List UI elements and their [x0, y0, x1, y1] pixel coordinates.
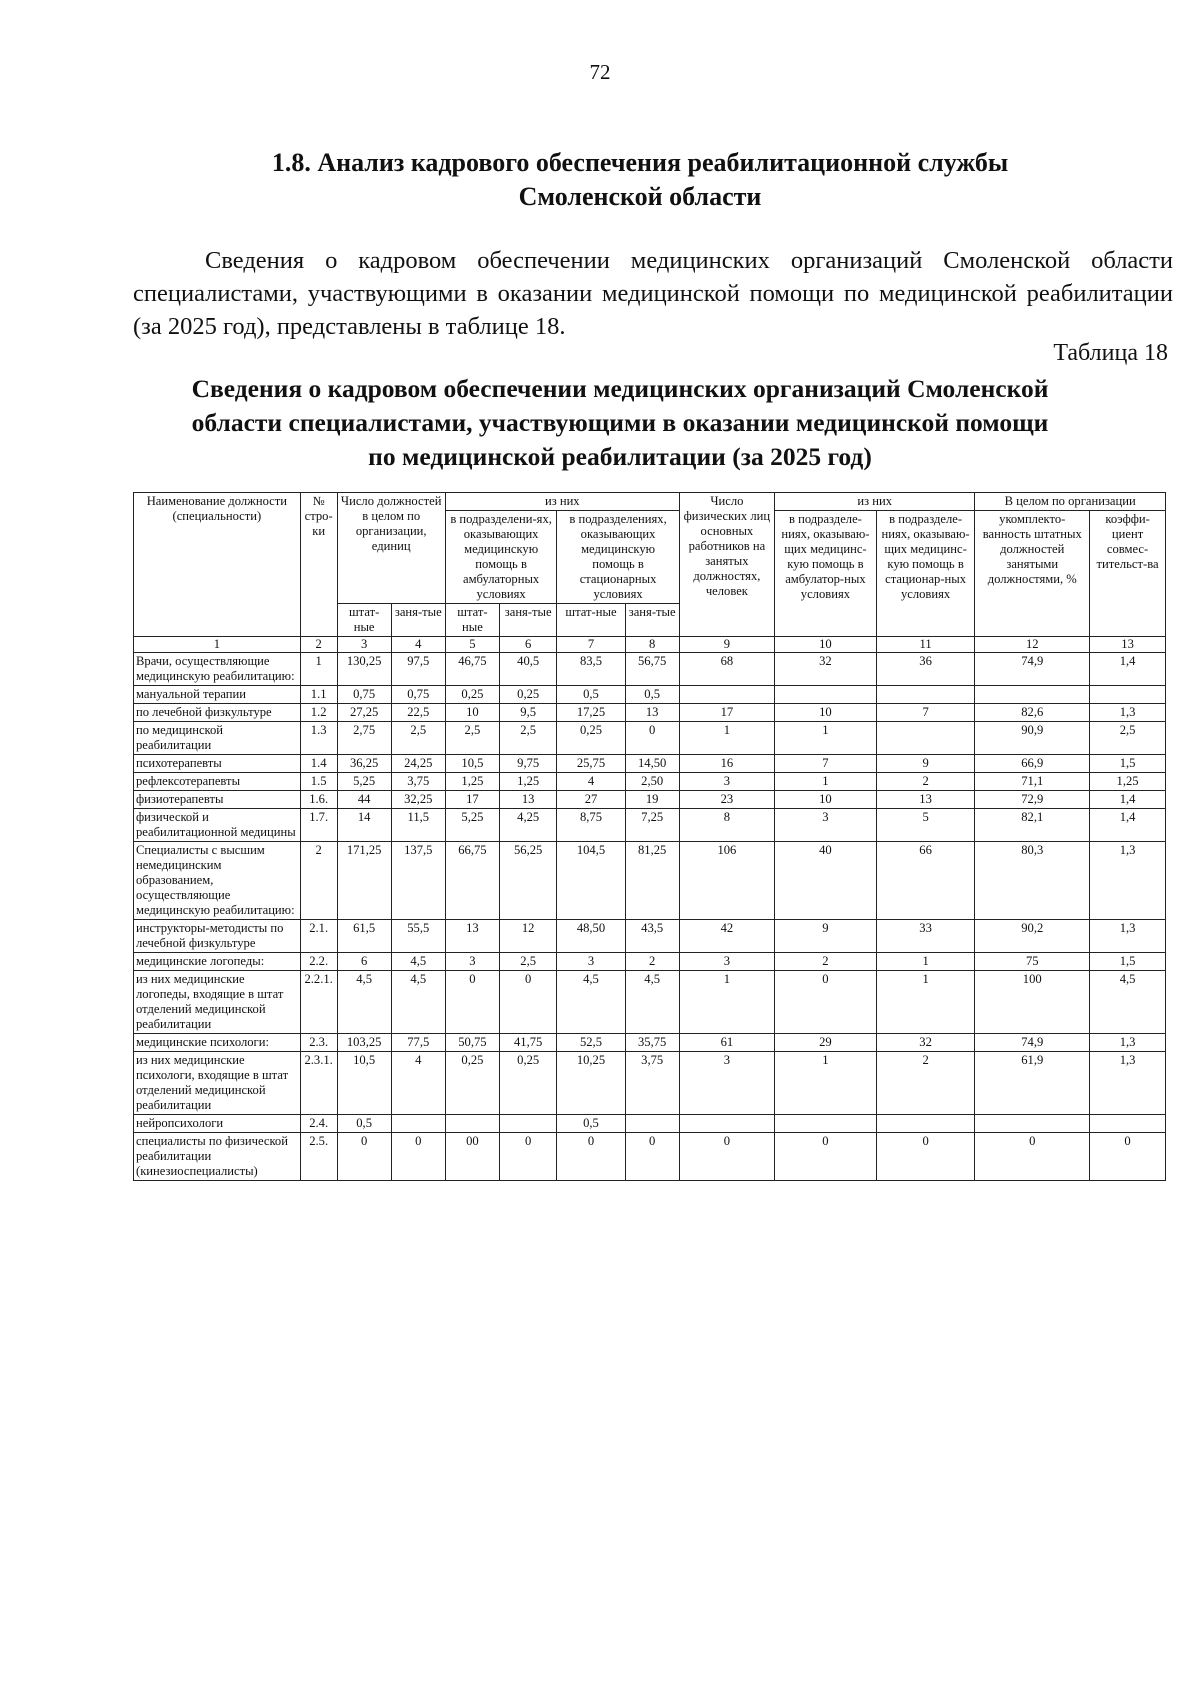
value-cell: 00	[445, 1133, 499, 1181]
row-number-cell: 2.4.	[300, 1115, 337, 1133]
value-cell: 3	[679, 773, 774, 791]
table-row	[134, 704, 1166, 722]
value-cell: 1,3	[1090, 920, 1166, 953]
table-title: Сведения о кадровом обеспечении медицинских организаций Смоленской области специалистами, участвующими в оказании медицинской помощи по медицинской реабилитации (за 2025 год)	[191, 374, 1049, 471]
value-cell: 2,5	[445, 722, 499, 755]
value-cell: 83,5	[557, 653, 625, 686]
value-cell: 0,25	[557, 722, 625, 755]
row-name-cell: инструкторы-методисты по лечебной физкультуре	[134, 920, 301, 953]
row-number-cell: 1.6.	[300, 791, 337, 809]
table-row	[134, 791, 1166, 809]
value-cell: 1	[775, 722, 877, 755]
row-number-cell: 1.5	[300, 773, 337, 791]
value-cell: 0	[337, 1133, 391, 1181]
value-cell: 66,75	[445, 842, 499, 920]
row-number-cell: 1.1	[300, 686, 337, 704]
value-cell: 1,25	[1090, 773, 1166, 791]
header-persons-ambulatory: в подразделе-ниях, оказываю-щих медицинс-кую помощь в амбулатор-ных условиях	[775, 511, 877, 637]
row-number-cell: 1.7.	[300, 809, 337, 842]
value-cell: 61,5	[337, 920, 391, 953]
table-row	[134, 755, 1166, 773]
header-filled: заня-тые	[625, 604, 679, 637]
row-number-cell: 2.1.	[300, 920, 337, 953]
value-cell: 106	[679, 842, 774, 920]
value-cell: 13	[876, 791, 975, 809]
col-number: 6	[499, 637, 556, 653]
value-cell: 44	[337, 791, 391, 809]
value-cell: 9	[775, 920, 877, 953]
value-cell: 2,50	[625, 773, 679, 791]
value-cell: 1	[679, 971, 774, 1034]
row-name-cell: по лечебной физкультуре	[134, 704, 301, 722]
value-cell: 81,25	[625, 842, 679, 920]
value-cell: 5,25	[337, 773, 391, 791]
value-cell: 4,5	[391, 953, 445, 971]
value-cell: 97,5	[391, 653, 445, 686]
value-cell: 0,25	[445, 1052, 499, 1115]
value-cell: 0	[1090, 1133, 1166, 1181]
value-cell: 1,3	[1090, 1052, 1166, 1115]
value-cell: 40,5	[499, 653, 556, 686]
row-name-cell: физической и реабилитационной медицины	[134, 809, 301, 842]
value-cell: 0	[499, 971, 556, 1034]
col-number: 2	[300, 637, 337, 653]
value-cell: 23	[679, 791, 774, 809]
value-cell: 13	[445, 920, 499, 953]
value-cell: 0,25	[445, 686, 499, 704]
value-cell	[975, 1115, 1090, 1133]
value-cell	[775, 1115, 877, 1133]
value-cell: 24,25	[391, 755, 445, 773]
row-number-cell: 1.3	[300, 722, 337, 755]
value-cell: 1,4	[1090, 809, 1166, 842]
value-cell: 90,9	[975, 722, 1090, 755]
row-name-cell: мануальной терапии	[134, 686, 301, 704]
value-cell: 14	[337, 809, 391, 842]
header-staff: штат-ные	[337, 604, 391, 637]
row-number-cell: 2	[300, 842, 337, 920]
value-cell	[679, 686, 774, 704]
value-cell: 0	[445, 971, 499, 1034]
row-name-cell: нейропсихологи	[134, 1115, 301, 1133]
table-row	[134, 971, 1166, 1034]
value-cell: 10	[775, 704, 877, 722]
value-cell: 0	[625, 1133, 679, 1181]
table-row	[134, 953, 1166, 971]
value-cell: 13	[499, 791, 556, 809]
value-cell: 14,50	[625, 755, 679, 773]
col-number: 5	[445, 637, 499, 653]
value-cell	[391, 1115, 445, 1133]
value-cell: 1	[775, 773, 877, 791]
value-cell: 80,3	[975, 842, 1090, 920]
value-cell: 36	[876, 653, 975, 686]
value-cell: 0	[499, 1133, 556, 1181]
value-cell: 1,4	[1090, 653, 1166, 686]
col-number: 9	[679, 637, 774, 653]
value-cell: 29	[775, 1034, 877, 1052]
value-cell: 2	[876, 773, 975, 791]
table-row	[134, 1115, 1166, 1133]
value-cell: 46,75	[445, 653, 499, 686]
table-row	[134, 722, 1166, 755]
table-row	[134, 809, 1166, 842]
value-cell: 13	[625, 704, 679, 722]
row-name-cell: из них медицинские логопеды, входящие в штат отделений медицинской реабилитации	[134, 971, 301, 1034]
header-positions-total: Число должностей в целом по организации, единиц	[337, 493, 445, 604]
value-cell: 16	[679, 755, 774, 773]
table-label: Таблица 18	[1053, 340, 1168, 366]
row-number-cell: 2.2.1.	[300, 971, 337, 1034]
header-staffing: укомплекто-ванность штатных должностей занятыми должностями, %	[975, 511, 1090, 637]
value-cell: 22,5	[391, 704, 445, 722]
col-number: 1	[134, 637, 301, 653]
row-number-cell: 1.2	[300, 704, 337, 722]
value-cell: 48,50	[557, 920, 625, 953]
value-cell: 66	[876, 842, 975, 920]
value-cell: 104,5	[557, 842, 625, 920]
value-cell: 77,5	[391, 1034, 445, 1052]
row-number-cell: 1	[300, 653, 337, 686]
value-cell: 10,5	[337, 1052, 391, 1115]
header-ambulatory: в подразделени-ях, оказывающих медицинскую помощь в амбулаторных условиях	[445, 511, 557, 604]
value-cell: 130,25	[337, 653, 391, 686]
value-cell: 7	[876, 704, 975, 722]
column-numbers-row	[134, 637, 1166, 653]
value-cell: 0,5	[557, 686, 625, 704]
value-cell: 0,75	[337, 686, 391, 704]
value-cell: 56,25	[499, 842, 556, 920]
value-cell: 12	[499, 920, 556, 953]
value-cell: 1	[876, 971, 975, 1034]
value-cell: 72,9	[975, 791, 1090, 809]
value-cell: 3	[445, 953, 499, 971]
value-cell	[679, 1115, 774, 1133]
value-cell: 4,25	[499, 809, 556, 842]
value-cell: 90,2	[975, 920, 1090, 953]
header-persons-inpatient: в подразделе-ниях, оказываю-щих медицинс-кую помощь в стационар-ных условиях	[876, 511, 975, 637]
value-cell: 61	[679, 1034, 774, 1052]
row-name-cell: из них медицинские психологи, входящие в штат отделений медицинской реабилитации	[134, 1052, 301, 1115]
value-cell: 32,25	[391, 791, 445, 809]
value-cell	[1090, 1115, 1166, 1133]
value-cell: 171,25	[337, 842, 391, 920]
table-row	[134, 1034, 1166, 1052]
value-cell: 0	[391, 1133, 445, 1181]
value-cell: 33	[876, 920, 975, 953]
value-cell: 100	[975, 971, 1090, 1034]
value-cell: 7,25	[625, 809, 679, 842]
value-cell: 1,3	[1090, 1034, 1166, 1052]
header-row-no: № стро-ки	[300, 493, 337, 637]
value-cell: 2,5	[1090, 722, 1166, 755]
col-number: 12	[975, 637, 1090, 653]
table-row	[134, 920, 1166, 953]
header-staff: штат-ные	[557, 604, 625, 637]
value-cell: 8	[679, 809, 774, 842]
value-cell: 3	[679, 1052, 774, 1115]
value-cell: 36,25	[337, 755, 391, 773]
row-number-cell: 2.5.	[300, 1133, 337, 1181]
value-cell: 27,25	[337, 704, 391, 722]
value-cell: 82,1	[975, 809, 1090, 842]
row-name-cell: рефлексотерапевты	[134, 773, 301, 791]
row-name-cell: медицинские психологи:	[134, 1034, 301, 1052]
value-cell: 3	[557, 953, 625, 971]
value-cell: 5,25	[445, 809, 499, 842]
row-number-cell: 2.3.1.	[300, 1052, 337, 1115]
value-cell: 1,3	[1090, 704, 1166, 722]
value-cell: 1,4	[1090, 791, 1166, 809]
section-title: 1.8. Анализ кадрового обеспечения реабилитационной службы Смоленской области	[271, 148, 1009, 211]
value-cell: 66,9	[975, 755, 1090, 773]
value-cell: 4,5	[557, 971, 625, 1034]
header-persons: Число физических лиц основных работников на занятых должностях, человек	[679, 493, 774, 637]
row-name-cell: физиотерапевты	[134, 791, 301, 809]
header-inpatient: в подразделениях, оказывающих медицинскую помощь в стационарных условиях	[557, 511, 679, 604]
value-cell: 103,25	[337, 1034, 391, 1052]
table-row	[134, 1133, 1166, 1181]
value-cell: 10,25	[557, 1052, 625, 1115]
value-cell: 0	[679, 1133, 774, 1181]
row-name-cell: медицинские логопеды:	[134, 953, 301, 971]
header-filled: заня-тые	[499, 604, 556, 637]
col-number: 8	[625, 637, 679, 653]
value-cell: 61,9	[975, 1052, 1090, 1115]
staffing-table	[133, 492, 1166, 1181]
value-cell: 1,25	[499, 773, 556, 791]
value-cell: 9,5	[499, 704, 556, 722]
value-cell: 56,75	[625, 653, 679, 686]
header-row-1	[134, 493, 1166, 511]
value-cell	[1090, 686, 1166, 704]
value-cell: 0,5	[337, 1115, 391, 1133]
value-cell: 52,5	[557, 1034, 625, 1052]
value-cell	[625, 1115, 679, 1133]
value-cell: 2,5	[499, 722, 556, 755]
page-number: 72	[589, 60, 611, 84]
value-cell	[876, 722, 975, 755]
value-cell: 4	[391, 1052, 445, 1115]
value-cell: 50,75	[445, 1034, 499, 1052]
value-cell: 2	[775, 953, 877, 971]
value-cell: 9	[876, 755, 975, 773]
value-cell: 10	[445, 704, 499, 722]
value-cell: 43,5	[625, 920, 679, 953]
row-name-cell: Специалисты с высшим немедицинским образованием, осуществляющие медицинскую реабилитацию:	[134, 842, 301, 920]
col-number: 7	[557, 637, 625, 653]
header-filled: заня-тые	[391, 604, 445, 637]
value-cell: 0,25	[499, 686, 556, 704]
value-cell: 3	[775, 809, 877, 842]
value-cell: 0	[876, 1133, 975, 1181]
value-cell: 82,6	[975, 704, 1090, 722]
row-name-cell: по медицинской реабилитации	[134, 722, 301, 755]
intro-paragraph	[133, 244, 1173, 343]
value-cell	[876, 1115, 975, 1133]
value-cell: 71,1	[975, 773, 1090, 791]
value-cell: 1,3	[1090, 842, 1166, 920]
value-cell: 1,25	[445, 773, 499, 791]
value-cell: 0	[557, 1133, 625, 1181]
row-number-cell: 2.2.	[300, 953, 337, 971]
header-coef: коэффи-циент совмес-тительст-ва	[1090, 511, 1166, 637]
col-number: 3	[337, 637, 391, 653]
value-cell	[975, 686, 1090, 704]
value-cell: 32	[876, 1034, 975, 1052]
value-cell: 1	[775, 1052, 877, 1115]
value-cell: 2,5	[499, 953, 556, 971]
value-cell: 40	[775, 842, 877, 920]
value-cell: 3,75	[391, 773, 445, 791]
value-cell: 35,75	[625, 1034, 679, 1052]
value-cell: 2	[876, 1052, 975, 1115]
value-cell: 0	[975, 1133, 1090, 1181]
value-cell: 17	[679, 704, 774, 722]
value-cell: 42	[679, 920, 774, 953]
row-name-cell: специалисты по физической реабилитации (кинезиоспециалисты)	[134, 1133, 301, 1181]
value-cell: 0	[625, 722, 679, 755]
value-cell: 9,75	[499, 755, 556, 773]
value-cell: 10	[775, 791, 877, 809]
value-cell: 0,5	[557, 1115, 625, 1133]
value-cell: 0,75	[391, 686, 445, 704]
table-row	[134, 1052, 1166, 1115]
value-cell: 10,5	[445, 755, 499, 773]
value-cell: 27	[557, 791, 625, 809]
table-row	[134, 773, 1166, 791]
value-cell	[499, 1115, 556, 1133]
table-body	[134, 653, 1166, 1181]
value-cell: 1,5	[1090, 953, 1166, 971]
header-of-them-2: из них	[775, 493, 975, 511]
col-number: 10	[775, 637, 877, 653]
value-cell: 11,5	[391, 809, 445, 842]
row-name-cell: психотерапевты	[134, 755, 301, 773]
value-cell: 2,5	[391, 722, 445, 755]
value-cell: 25,75	[557, 755, 625, 773]
value-cell: 6	[337, 953, 391, 971]
value-cell: 3	[679, 953, 774, 971]
header-of-them: из них	[445, 493, 679, 511]
table-row	[134, 686, 1166, 704]
value-cell: 2	[625, 953, 679, 971]
value-cell	[876, 686, 975, 704]
table-row	[134, 842, 1166, 920]
value-cell: 8,75	[557, 809, 625, 842]
value-cell: 2,75	[337, 722, 391, 755]
value-cell: 55,5	[391, 920, 445, 953]
table-row	[134, 653, 1166, 686]
value-cell: 4,5	[391, 971, 445, 1034]
value-cell: 1	[679, 722, 774, 755]
header-name: Наименование должности (специальности)	[134, 493, 301, 637]
value-cell: 4,5	[625, 971, 679, 1034]
row-number-cell: 1.4	[300, 755, 337, 773]
value-cell: 5	[876, 809, 975, 842]
value-cell: 17,25	[557, 704, 625, 722]
value-cell: 68	[679, 653, 774, 686]
value-cell: 0,5	[625, 686, 679, 704]
col-number: 4	[391, 637, 445, 653]
value-cell: 0,25	[499, 1052, 556, 1115]
value-cell: 1,5	[1090, 755, 1166, 773]
value-cell: 32	[775, 653, 877, 686]
value-cell: 4	[557, 773, 625, 791]
value-cell: 75	[975, 953, 1090, 971]
value-cell: 0	[775, 971, 877, 1034]
value-cell	[775, 686, 877, 704]
value-cell: 74,9	[975, 1034, 1090, 1052]
header-staff: штат-ные	[445, 604, 499, 637]
value-cell: 3,75	[625, 1052, 679, 1115]
value-cell: 41,75	[499, 1034, 556, 1052]
row-number-cell: 2.3.	[300, 1034, 337, 1052]
value-cell: 7	[775, 755, 877, 773]
value-cell: 137,5	[391, 842, 445, 920]
row-name-cell: Врачи, осуществляющие медицинскую реабилитацию:	[134, 653, 301, 686]
staffing-table-container	[133, 492, 1166, 1181]
value-cell: 19	[625, 791, 679, 809]
value-cell: 0	[775, 1133, 877, 1181]
header-org-total: В целом по организации	[975, 493, 1166, 511]
value-cell: 17	[445, 791, 499, 809]
value-cell	[445, 1115, 499, 1133]
value-cell: 4,5	[337, 971, 391, 1034]
col-number: 11	[876, 637, 975, 653]
value-cell: 4,5	[1090, 971, 1166, 1034]
intro-text: Сведения о кадровом обеспечении медицинских организаций Смоленской области специалистами, участвующими в оказании медицинской помощи по медицинской реабилитации (за 2025 год), представлены в таблице 18.	[133, 247, 1173, 340]
value-cell: 1	[876, 953, 975, 971]
value-cell: 74,9	[975, 653, 1090, 686]
col-number: 13	[1090, 637, 1166, 653]
